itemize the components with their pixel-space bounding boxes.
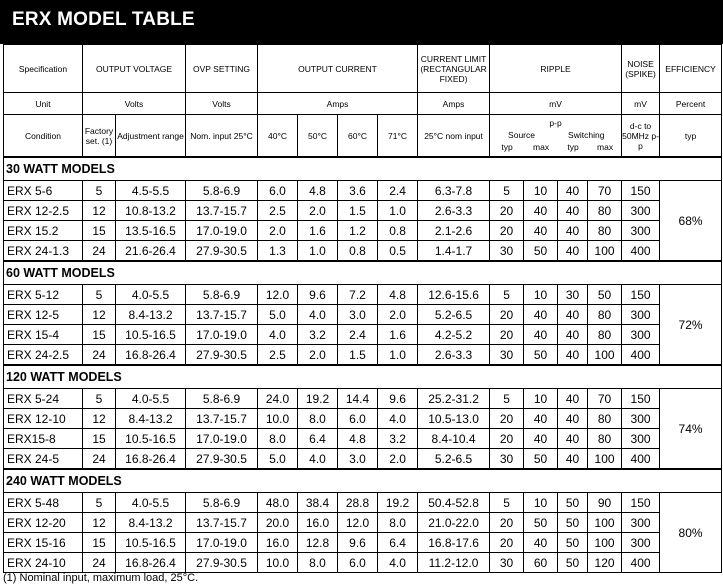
page-title: ERX MODEL TABLE [12,9,195,30]
table-cell: 50 [524,345,558,366]
table-cell: 15 [83,221,116,241]
table-cell: 27.9-30.5 [186,241,258,262]
table-cell: 8.4-13.2 [116,409,186,429]
table-cell: 12.8 [298,533,338,553]
hdr-noise: NOISE (SPIKE) [622,45,660,93]
table-cell: 21.6-26.4 [116,241,186,262]
table-cell: 12 [83,201,116,221]
table-cell: 400 [622,345,660,366]
table-cell: 60 [524,553,558,573]
table-cell: 50 [588,285,622,305]
table-cell: 100 [588,449,622,470]
table-cell: 30 [490,241,524,262]
table-cell: 80 [588,409,622,429]
table-cell: 5 [83,493,116,513]
table-cell: 10.5-16.5 [116,533,186,553]
table-cell: 24.0 [258,389,298,409]
table-row [4,241,722,262]
table-cell: 4.0 [298,449,338,470]
table-cell: 40 [558,389,588,409]
unit-mv-noise: mV [622,93,660,115]
table-cell: 2.4 [378,181,418,201]
table-cell: 16.8-26.4 [116,345,186,366]
table-cell: 2.1-2.6 [418,221,490,241]
table-cell: 17.0-19.0 [186,221,258,241]
cond-50c: 50°C [298,115,338,158]
table-cell: 8.4-13.2 [116,305,186,325]
cond-40c: 40°C [258,115,298,158]
table-cell: 3.6 [338,181,378,201]
table-row [4,513,722,533]
table-cell: 150 [622,285,660,305]
model-name: ERX15-8 [4,429,83,449]
table-cell: 20 [490,305,524,325]
model-name: ERX 24-10 [4,553,83,573]
table-row [4,305,722,325]
table-cell: 16.8-17.6 [418,533,490,553]
cond-60c: 60°C [338,115,378,158]
table-row [4,201,722,221]
efficiency-value: 74% [660,389,722,470]
table-cell: 24 [83,345,116,366]
model-name: ERX 5-48 [4,493,83,513]
table-cell: 6.4 [298,429,338,449]
table-cell: 40 [558,305,588,325]
table-cell: 2.6-3.3 [418,345,490,366]
table-cell: 3.2 [298,325,338,345]
table-cell: 1.0 [378,201,418,221]
section-title: 240 WATT MODELS [4,469,722,493]
table-cell: 0.8 [378,221,418,241]
table-cell: 40 [524,533,558,553]
section-title: 30 WATT MODELS [4,157,722,181]
table-cell: 19.2 [298,389,338,409]
table-cell: 5.8-6.9 [186,389,258,409]
table-cell: 15 [83,533,116,553]
model-name: ERX 5-24 [4,389,83,409]
table-row [4,181,722,201]
table-cell: 100 [588,345,622,366]
table-row [4,409,722,429]
table-cell: 400 [622,449,660,470]
unit-volts-ovp: Volts [186,93,258,115]
table-cell: 90 [588,493,622,513]
table-cell: 70 [588,181,622,201]
table-cell: 4.0-5.5 [116,389,186,409]
hdr-unit: Unit [4,93,83,115]
unit-mv: mV [490,93,622,115]
table-cell: 27.9-30.5 [186,345,258,366]
table-cell: 17.0-19.0 [186,429,258,449]
table-cell: 150 [622,389,660,409]
table-cell: 1.5 [338,345,378,366]
table-cell: 2.0 [298,345,338,366]
table-cell: 40 [558,221,588,241]
table-cell: 40 [524,201,558,221]
model-name: ERX 12-20 [4,513,83,533]
table-cell: 50 [524,513,558,533]
table-row [4,533,722,553]
table-cell: 10.5-16.5 [116,325,186,345]
table-cell: 24 [83,553,116,573]
table-cell: 5 [83,181,116,201]
table-cell: 4.0 [298,305,338,325]
hdr-specification: Specification [4,45,83,93]
table-cell: 28.8 [338,493,378,513]
table-cell: 10.5-13.0 [418,409,490,429]
model-name: ERX 5-12 [4,285,83,305]
table-cell: 40 [558,201,588,221]
table-cell: 100 [588,513,622,533]
table-cell: 5 [83,389,116,409]
table-row [4,449,722,470]
table-cell: 50.4-52.8 [418,493,490,513]
table-cell: 5 [490,389,524,409]
table-cell: 4.8 [378,285,418,305]
table-cell: 14.4 [338,389,378,409]
table-cell: 300 [622,305,660,325]
cond-sw-typ: typ [567,141,579,152]
cond-condition: Condition [4,115,83,158]
table-cell: 17.0-19.0 [186,325,258,345]
table-cell: 4.0 [378,409,418,429]
model-name: ERX 12-10 [4,409,83,429]
table-cell: 80 [588,305,622,325]
table-cell: 10.0 [258,553,298,573]
table-cell: 2.0 [298,201,338,221]
table-cell: 10 [524,389,558,409]
table-cell: 2.0 [258,221,298,241]
cond-noise: d-c to 50MHz p-p [622,115,660,158]
table-cell: 150 [622,493,660,513]
table-row [4,553,722,573]
table-cell: 48.0 [258,493,298,513]
unit-volts: Volts [83,93,186,115]
table-cell: 3.2 [378,429,418,449]
table-cell: 2.6-3.3 [418,201,490,221]
table-cell: 50 [558,513,588,533]
table-cell: 300 [622,325,660,345]
section-1 [4,261,722,365]
table-cell: 40 [524,221,558,241]
table-cell: 9.6 [338,533,378,553]
cond-ripple [490,115,622,158]
table-cell: 50 [524,241,558,262]
table-cell: 9.6 [378,389,418,409]
hdr-efficiency: EFFICIENCY [660,45,722,93]
cond-adjustment-range: Adjustment range [116,115,186,158]
model-name: ERX 15-16 [4,533,83,553]
table-cell: 15 [83,325,116,345]
hdr-ovp-setting: OVP SETTING [186,45,258,93]
efficiency-value: 80% [660,493,722,573]
table-cell: 4.0-5.5 [116,285,186,305]
cond-eff-typ: typ [660,115,722,158]
table-cell: 5 [490,285,524,305]
table-cell: 12 [83,409,116,429]
table-cell: 4.8 [338,429,378,449]
table-row [4,493,722,513]
table-cell: 8.0 [258,429,298,449]
table-cell: 2.4 [338,325,378,345]
table-cell: 40 [558,429,588,449]
table-cell: 4.2-5.2 [418,325,490,345]
table-cell: 6.3-7.8 [418,181,490,201]
table-cell: 8.0 [298,409,338,429]
section-title: 60 WATT MODELS [4,261,722,285]
hdr-output-voltage: OUTPUT VOLTAGE [83,45,186,93]
table-row [4,345,722,366]
table-cell: 40 [558,345,588,366]
table-cell: 16.8-26.4 [116,449,186,470]
table-cell: 1.0 [378,345,418,366]
table-row [4,389,722,409]
table-cell: 10.8-13.2 [116,201,186,221]
table-cell: 2.5 [258,345,298,366]
table-cell: 30 [490,449,524,470]
table-cell: 38.4 [298,493,338,513]
table-cell: 0.8 [338,241,378,262]
table-cell: 20 [490,409,524,429]
section-3 [4,469,722,573]
footnote: (1) Nominal input, maximum load, 25°C. [3,572,199,584]
table-cell: 8.0 [378,513,418,533]
table-cell: 0.5 [378,241,418,262]
table-cell: 1.6 [378,325,418,345]
table-cell: 16.0 [258,533,298,553]
table-cell: 10 [524,285,558,305]
table-cell: 6.4 [378,533,418,553]
cond-nom-input: Nom. input 25°C [186,115,258,158]
table-cell: 5.8-6.9 [186,493,258,513]
table-cell: 30 [490,345,524,366]
unit-amps-cl: Amps [418,93,490,115]
hdr-ripple: RIPPLE [490,45,622,93]
table-cell: 50 [558,553,588,573]
table-cell: 40 [524,409,558,429]
table-cell: 21.0-22.0 [418,513,490,533]
model-name: ERX 24-2.5 [4,345,83,366]
table-cell: 80 [588,221,622,241]
table-cell: 13.7-15.7 [186,513,258,533]
table-cell: 1.2 [338,221,378,241]
table-cell: 12 [83,513,116,533]
model-name: ERX 15-4 [4,325,83,345]
table-cell: 3.0 [338,449,378,470]
table-cell: 5.8-6.9 [186,285,258,305]
table-cell: 40 [558,325,588,345]
table-cell: 2.5 [258,201,298,221]
table-cell: 11.2-12.0 [418,553,490,573]
table-cell: 50 [524,449,558,470]
cond-cl-nom-input: 25°C nom input [418,115,490,158]
model-name: ERX 24-1.3 [4,241,83,262]
table-cell: 80 [588,201,622,221]
table-cell: 1.0 [298,241,338,262]
model-name: ERX 12-5 [4,305,83,325]
cond-switching: Switching [568,129,605,140]
table-cell: 13.5-16.5 [116,221,186,241]
table-cell: 19.2 [378,493,418,513]
model-table [3,44,722,573]
title-bar [0,0,723,44]
efficiency-value: 72% [660,285,722,366]
table-cell: 400 [622,553,660,573]
table-cell: 8.4-13.2 [116,513,186,533]
table-cell: 12.0 [258,285,298,305]
table-cell: 20 [490,325,524,345]
hdr-current-limit: CURRENT LIMIT (RECTANGULAR FIXED) [418,45,490,93]
table-cell: 1.4-1.7 [418,241,490,262]
table-cell: 24 [83,241,116,262]
model-name: ERX 12-2.5 [4,201,83,221]
table-cell: 1.6 [298,221,338,241]
table-cell: 20 [490,221,524,241]
table-cell: 20 [490,429,524,449]
table-cell: 5 [490,493,524,513]
table-row [4,429,722,449]
cond-factory-set: Factory set. (1) [83,115,116,158]
table-cell: 2.0 [378,305,418,325]
table-cell: 7.2 [338,285,378,305]
table-cell: 300 [622,533,660,553]
table-cell: 6.0 [338,553,378,573]
unit-amps: Amps [258,93,418,115]
table-cell: 6.0 [338,409,378,429]
table-cell: 8.4-10.4 [418,429,490,449]
table-cell: 300 [622,409,660,429]
table-cell: 5 [490,181,524,201]
table-cell: 3.0 [338,305,378,325]
cond-src-max: max [533,141,550,152]
table-cell: 40 [558,409,588,429]
table-cell: 12 [83,305,116,325]
model-name: ERX 5-6 [4,181,83,201]
table-cell: 40 [558,181,588,201]
table-cell: 100 [588,533,622,553]
table-cell: 17.0-19.0 [186,533,258,553]
cond-sw-max: max [597,141,614,152]
table-cell: 1.3 [258,241,298,262]
table-cell: 2.0 [378,449,418,470]
model-name: ERX 24-5 [4,449,83,470]
unit-percent: Percent [660,93,722,115]
table-cell: 20 [490,533,524,553]
table-cell: 4.0 [378,553,418,573]
table-cell: 13.7-15.7 [186,409,258,429]
table-cell: 5 [83,285,116,305]
table-cell: 50 [558,493,588,513]
table-cell: 40 [558,449,588,470]
table-cell: 40 [524,325,558,345]
table-cell: 4.5-5.5 [116,181,186,201]
table-cell: 70 [588,389,622,409]
table-cell: 20 [490,201,524,221]
table-cell: 300 [622,429,660,449]
cond-src-typ: typ [501,141,513,152]
table-cell: 20 [490,513,524,533]
table-cell: 1.5 [338,201,378,221]
table-cell: 300 [622,513,660,533]
table-cell: 150 [622,181,660,201]
table-cell: 12.6-15.6 [418,285,490,305]
table-cell: 30 [558,285,588,305]
efficiency-value: 68% [660,181,722,262]
table-cell: 10 [524,181,558,201]
cond-71c: 71°C [378,115,418,158]
section-title: 120 WATT MODELS [4,365,722,389]
table-cell: 4.0-5.5 [116,493,186,513]
table-cell: 13.7-15.7 [186,201,258,221]
table-cell: 30 [490,553,524,573]
table-cell: 50 [558,533,588,553]
table-row [4,325,722,345]
table-cell: 120 [588,553,622,573]
section-0 [4,157,722,261]
table-cell: 12.0 [338,513,378,533]
table-cell: 40 [524,429,558,449]
table-cell: 5.2-6.5 [418,449,490,470]
table-cell: 24 [83,449,116,470]
table-cell: 40 [558,241,588,262]
table-cell: 10.0 [258,409,298,429]
cond-pp: p-p [549,117,562,128]
model-name: ERX 15.2 [4,221,83,241]
table-cell: 6.0 [258,181,298,201]
table-cell: 27.9-30.5 [186,553,258,573]
table-cell: 400 [622,241,660,262]
table-cell: 4.8 [298,181,338,201]
table-cell: 10 [524,493,558,513]
table-cell: 80 [588,325,622,345]
table-cell: 5.0 [258,449,298,470]
table-cell: 5.8-6.9 [186,181,258,201]
table-cell: 4.0 [258,325,298,345]
table-cell: 300 [622,221,660,241]
table-cell: 25.2-31.2 [418,389,490,409]
table-row [4,221,722,241]
table-cell: 15 [83,429,116,449]
table-cell: 40 [524,305,558,325]
table-cell: 16.0 [298,513,338,533]
table-cell: 27.9-30.5 [186,449,258,470]
table-cell: 5.0 [258,305,298,325]
table-cell: 8.0 [298,553,338,573]
table-cell: 13.7-15.7 [186,305,258,325]
table-row [4,285,722,305]
table-cell: 10.5-16.5 [116,429,186,449]
section-2 [4,365,722,469]
table-cell: 20.0 [258,513,298,533]
hdr-output-current: OUTPUT CURRENT [258,45,418,93]
table-cell: 80 [588,429,622,449]
table-cell: 100 [588,241,622,262]
cond-source: Source [508,129,535,140]
table-cell: 9.6 [298,285,338,305]
table-cell: 5.2-6.5 [418,305,490,325]
table-cell: 16.8-26.4 [116,553,186,573]
table-cell: 300 [622,201,660,221]
